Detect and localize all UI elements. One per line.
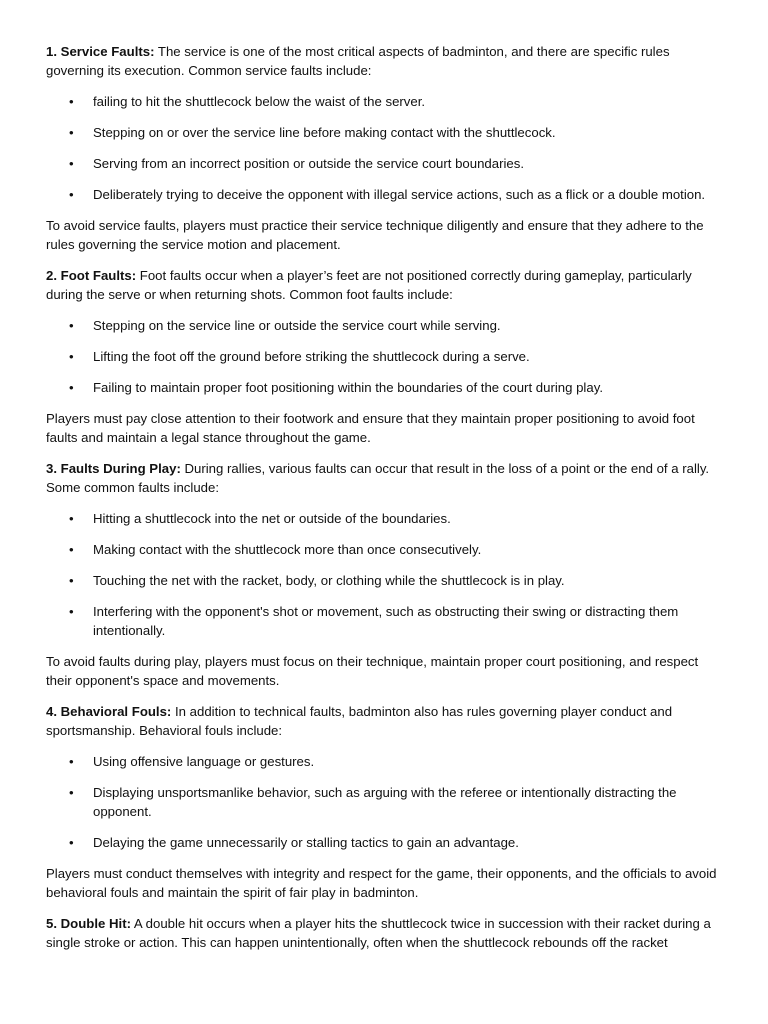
section-1-intro-text: The service is one of the most critical aspects of badminton, and there are specific rules governing its execution. Common service faults include: (46, 44, 670, 78)
section-4-intro-text: In addition to technical faults, badminton also has rules governing player conduct and sportsmanship. Behavioral fouls include: (46, 704, 673, 738)
list-item: • Making contact with the shuttlecock more than once consecutively. (93, 540, 722, 559)
list-item: • Stepping on the service line or outside the service court while serving. (93, 316, 722, 335)
section-3-outro: To avoid faults during play, players must focus on their technique, maintain proper court positioning, and respect their opponent's space and movements. (46, 654, 699, 688)
section-2-intro-text: Foot faults occur when a player’s feet are not positioned correctly during gameplay, particularly during the serve or when returning shots. Common foot faults include: (46, 268, 692, 302)
section-3-heading: 3. Faults During Play: (46, 461, 181, 476)
section-1-outro: To avoid service faults, players must practice their service technique diligently and ensure that they adhere to the rules governing the service motion and placement. (46, 218, 704, 252)
list-item: • failing to hit the shuttlecock below the waist of the server. (93, 92, 722, 111)
section-3-intro-text: During rallies, various faults can occur that result in the loss of a point or the end of a rally. Some common faults include: (46, 461, 710, 495)
list-item: • Serving from an incorrect position or outside the service court boundaries. (93, 154, 722, 173)
section-5-intro-text: A double hit occurs when a player hits the shuttlecock twice in succession with their racket during a single stroke or action. This can happen unintentionally, often when the shuttlecock rebounds off the racket (46, 916, 711, 950)
list-item: • Interfering with the opponent's shot or movement, such as obstructing their swing or distracting them intentionally. (93, 602, 722, 640)
section-4-intro (46, 702, 722, 740)
section-4-outro: Players must conduct themselves with integrity and respect for the game, their opponents, and the officials to avoid behavioral fouls and maintain the spirit of fair play in badminton. (46, 866, 717, 900)
section-4-list (46, 752, 722, 852)
list-item: • Hitting a shuttlecock into the net or outside of the boundaries. (93, 509, 722, 528)
list-item: • Deliberately trying to deceive the opponent with illegal service actions, such as a flick or a double motion. (93, 185, 722, 204)
section-2-list (46, 316, 722, 397)
section-1-list (46, 92, 722, 204)
section-3-intro (46, 459, 722, 497)
section-1-heading: 1. Service Faults: (46, 44, 155, 59)
section-3-list (46, 509, 722, 640)
section-2-heading: 2. Foot Faults: (46, 268, 137, 283)
list-item: • Failing to maintain proper foot positioning within the boundaries of the court during play. (93, 378, 722, 397)
section-4-heading: 4. Behavioral Fouls: (46, 704, 172, 719)
section-1-intro (46, 42, 722, 80)
section-5-intro (46, 914, 722, 952)
list-item: • Displaying unsportsmanlike behavior, such as arguing with the referee or intentionally distracting the opponent. (93, 783, 722, 821)
list-item: • Lifting the foot off the ground before striking the shuttlecock during a serve. (93, 347, 722, 366)
section-2-intro (46, 266, 722, 304)
list-item: • Touching the net with the racket, body, or clothing while the shuttlecock is in play. (93, 571, 722, 590)
list-item: • Stepping on or over the service line before making contact with the shuttlecock. (93, 123, 722, 142)
section-5-heading: 5. Double Hit: (46, 916, 131, 931)
list-item: • Using offensive language or gestures. (93, 752, 722, 771)
section-2-outro: Players must pay close attention to their footwork and ensure that they maintain proper positioning to avoid foot faults and maintain a legal stance throughout the game. (46, 411, 695, 445)
list-item: • Delaying the game unnecessarily or stalling tactics to gain an advantage. (93, 833, 722, 852)
